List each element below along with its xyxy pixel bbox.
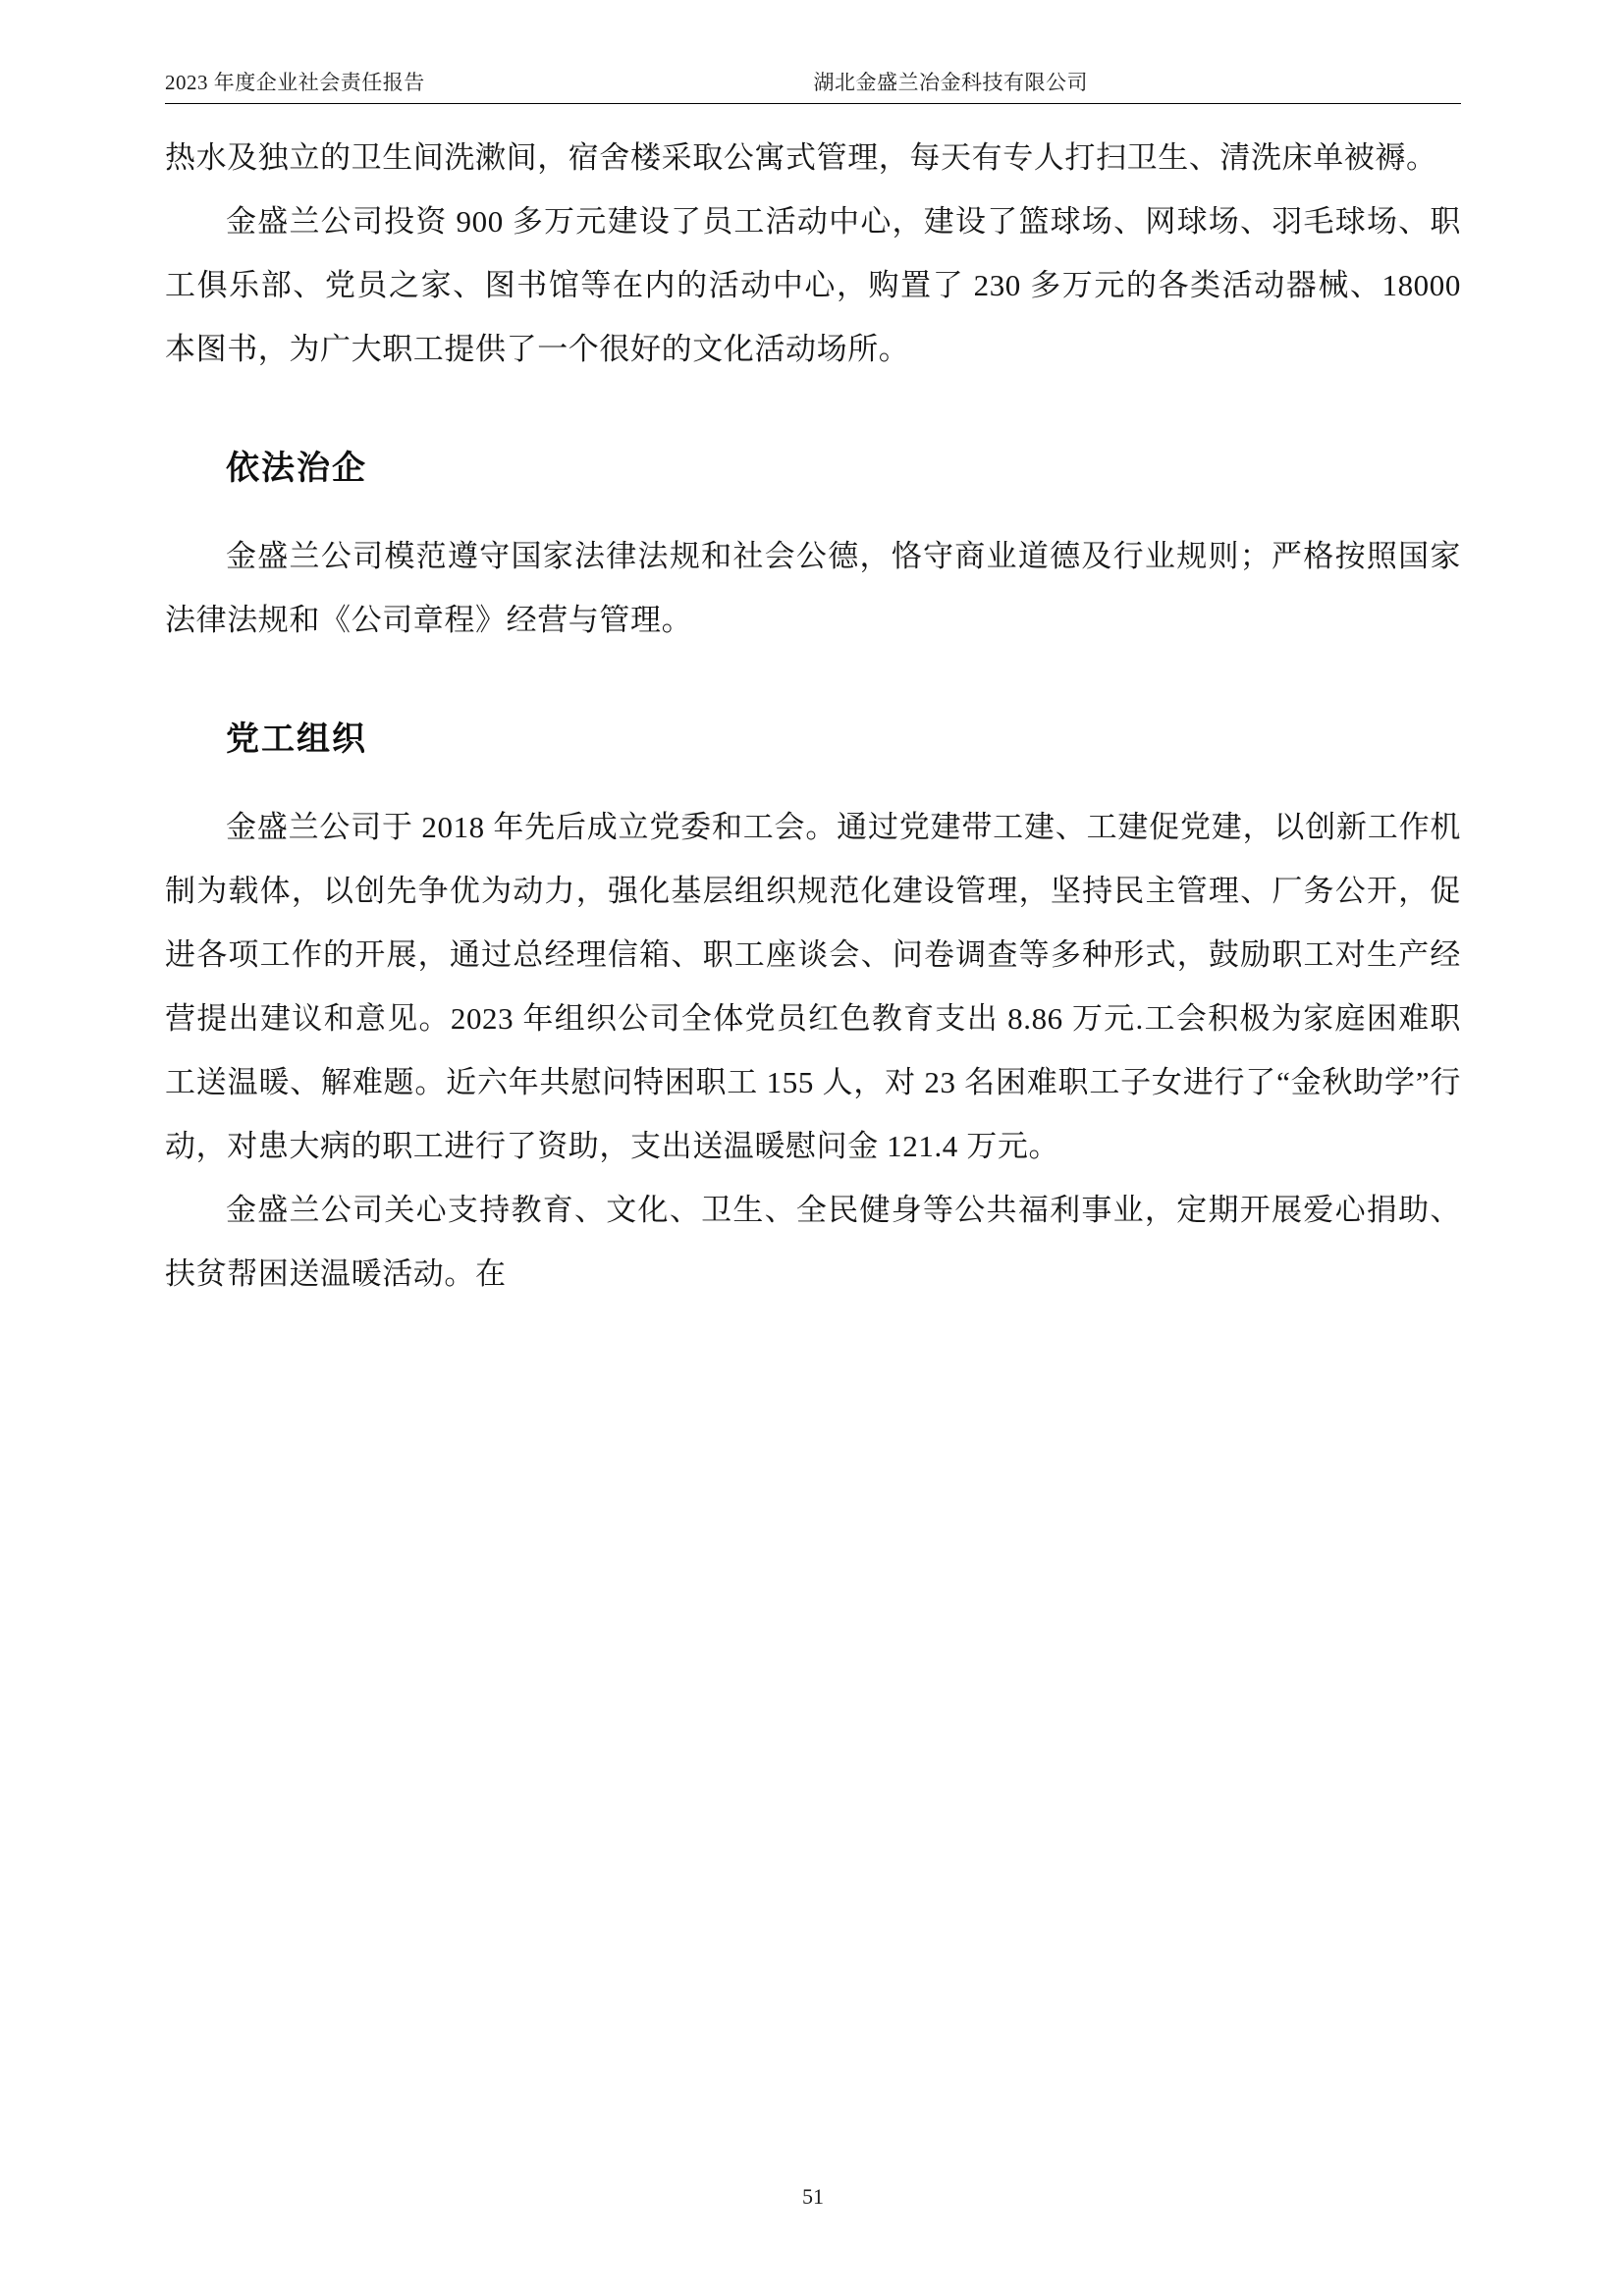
page-header	[165, 67, 1461, 96]
header-divider	[165, 103, 1461, 104]
section-heading-rule-of-law: 依法治企	[226, 449, 367, 488]
paragraph-legal-compliance: 金盛兰公司模范遵守国家法律法规和社会公德，恪守商业道德及行业规则；严格按照国家法律法规和《公司章程》经营与管理。	[165, 539, 1461, 637]
paragraph-activity-center: 金盛兰公司投资 900 多万元建设了员工活动中心，建设了篮球场、网球场、羽毛球场、职工俱乐部、党员之家、图书馆等在内的活动中心，购置了 230 多万元的各类活动器械、18000 本图书，为广大职工提供了一个很好的文化活动场所。	[165, 204, 1461, 366]
paragraph-party-union-work: 金盛兰公司于 2018 年先后成立党委和工会。通过党建带工建、工建促党建，以创新工作机制为载体，以创先争优为动力，强化基层组织规范化建设管理，坚持民主管理、厂务公开，促进各项工作的开展，通过总经理信箱、职工座谈会、问卷调查等多种形式，鼓励职工对生产经营提出建议和意见。2023 年组织公司全体党员红色教育支出 8.86 万元.工会积极为家庭困难职工送温暖、解难题。近六年共慰问特困职工 155 人，对 23 名困难职工子女进行了“金秋助学”行动，对患大病的职工进行了资助，支出送温暖慰问金 121.4 万元。	[165, 810, 1461, 1163]
spacer	[165, 652, 1461, 681]
page-content	[165, 0, 1461, 2296]
section-heading-party-union: 党工组织	[226, 720, 367, 759]
page-body	[165, 126, 1461, 1306]
spacer	[165, 508, 1461, 524]
page-number: 51	[802, 2184, 824, 2209]
spacer	[165, 779, 1461, 795]
paragraph-dormitory: 热水及独立的卫生间洗漱间，宿舍楼采取公寓式管理，每天有专人打扫卫生、清洗床单被褥。	[165, 140, 1437, 175]
header-company-name: 湖北金盛兰冶金科技有限公司	[813, 71, 1088, 94]
header-report-title: 2023 年度企业社会责任报告	[165, 71, 425, 94]
paragraph-public-welfare: 金盛兰公司关心支持教育、文化、卫生、全民健身等公共福利事业，定期开展爱心捐助、扶贫帮困送温暖活动。在	[165, 1193, 1461, 1291]
spacer	[165, 381, 1461, 410]
